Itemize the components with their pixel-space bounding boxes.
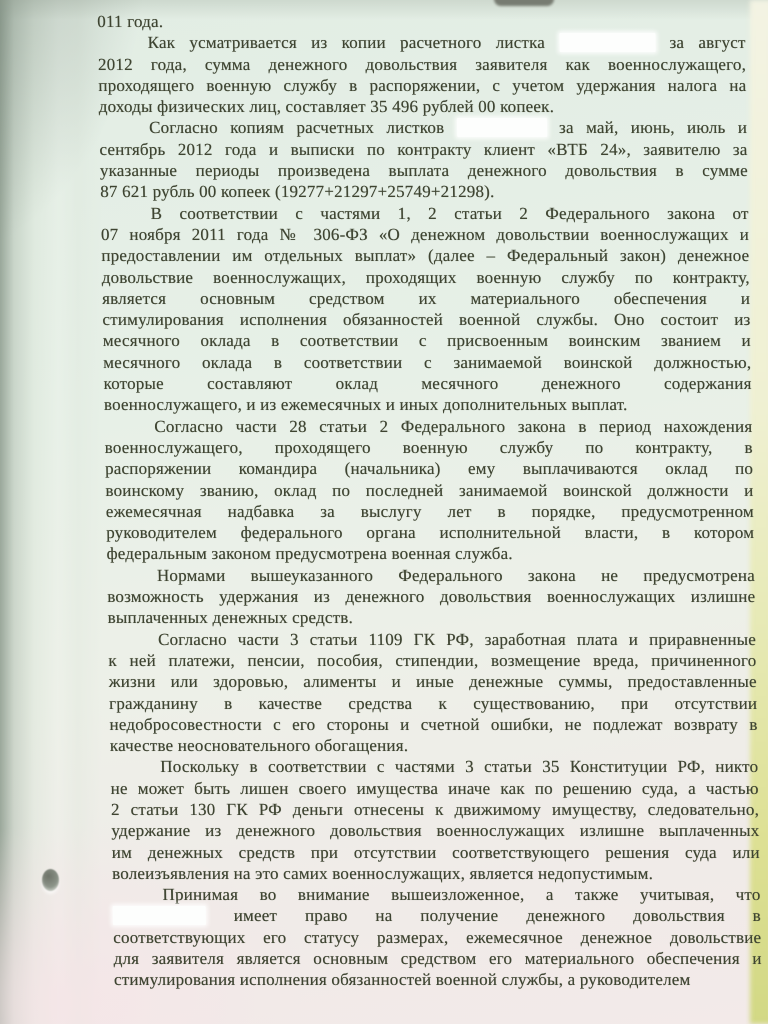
text-segment: месячного оклада в соответствии с занимаемой воинской должностью, (102, 352, 752, 372)
text-line (109, 671, 757, 692)
document-text (97, 11, 762, 991)
text-line (107, 586, 755, 607)
text-line (111, 799, 759, 820)
text-line (98, 96, 746, 117)
text-line (114, 969, 762, 990)
text-segment: гражданину в качестве средства к существованию, при отсутствии (108, 693, 758, 713)
text-segment: указанные периоды произведена выплата денежного довольствия в сумме (99, 161, 748, 181)
text-segment: 07 ноября 2011 года № 306-ФЗ «О денежном довольствии военнослужащих и (100, 224, 750, 244)
redaction-box (456, 118, 546, 137)
text-line (110, 735, 758, 756)
text-line (106, 522, 754, 543)
text-line (99, 117, 747, 138)
text-line (107, 565, 755, 586)
text-segment: доходы физических лиц, составляет 35 496 рублей 00 копеек. (98, 97, 555, 117)
text-segment: сентябрь 2012 года и выписки по контракту клиент «ВТБ 24», заявителю за (99, 139, 748, 159)
text-segment: военнослужащего, и из ежемесячных и иных дополнительных выплат. (103, 395, 628, 415)
text-segment: удержание из денежного довольствия военнослужащих излишне выплаченных (111, 821, 760, 841)
text-line (111, 842, 759, 863)
text-segment: возможность удержания из денежного довольствия военнослужащих излишне (107, 587, 756, 607)
text-segment: Согласно части 28 статьи 2 Федерального закона в период нахождения (154, 416, 753, 436)
text-line (101, 267, 749, 288)
text-line (102, 309, 750, 330)
text-line (113, 927, 761, 948)
background-object-sliver (494, 0, 554, 6)
text-segment: стимулирования исполнения обязанностей военной службы, а руководителем (113, 970, 691, 990)
text-line (108, 650, 756, 671)
text-line (111, 820, 759, 841)
text-line (102, 288, 750, 309)
text-segment: военнослужащего, проходящего военную службу по контракту, в (104, 437, 753, 457)
text-segment: соответствующих его статусу размерах, ежемесячное денежное довольствие (113, 927, 762, 947)
text-segment: является основным средством их материального обеспечения и (101, 288, 751, 308)
text-segment: для заявителя является основным средством его материального обеспечения и (113, 949, 762, 969)
text-segment: 011 года. (97, 12, 164, 31)
text-line (100, 181, 748, 202)
text-segment: жизни или здоровью, алименты и иные денежные суммы, предоставленные (108, 672, 757, 692)
text-line (97, 11, 745, 32)
text-line (113, 948, 761, 969)
text-segment: распоряжении командира (начальника) ему выплачиваются оклад по (104, 459, 754, 479)
text-segment: стимулирования исполнения обязанностей военной службы. Оно состоит из (102, 310, 751, 330)
text-segment: довольствие военнослужащих, проходящих военную службу по контракту, (101, 267, 750, 287)
text-segment: Согласно части 3 статьи 1109 ГК РФ, заработная плата и приравненные (157, 629, 757, 649)
text-line (100, 203, 748, 224)
text-segment: за май, июнь, июль и (558, 118, 748, 138)
text-segment: 87 621 рубль 00 копеек (19277+21297+25749+21298). (99, 182, 495, 202)
text-line (106, 543, 754, 564)
text-segment: Как усматривается из копии расчетного листка (147, 33, 546, 53)
text-segment: им денежных средств при отсутствии соответствующего решения суда или (111, 842, 760, 862)
text-line (101, 245, 749, 266)
text-line (110, 756, 758, 777)
text-segment: Согласно копиям расчетных листков (148, 118, 445, 138)
text-line (112, 884, 760, 905)
text-line (104, 416, 752, 437)
text-line (106, 501, 754, 522)
text-segment: ежемесячная надбавка за выслугу лет в порядке, предусмотренном (105, 501, 754, 521)
text-line (109, 693, 757, 714)
text-line (100, 160, 748, 181)
text-segment: руководителем федерального органа исполнительной власти, в котором (105, 523, 755, 543)
text-line (113, 905, 761, 926)
text-segment: федеральным законом предусмотрена военная служба. (106, 544, 513, 564)
text-line (101, 224, 749, 245)
text-line (98, 75, 746, 96)
text-segment: проходящего военную службу в распоряжении, с учетом удержания налога на (98, 75, 747, 95)
text-line (105, 480, 753, 501)
text-segment: недобросовестности с его стороны и счетной ошибки, не подлежат возврату в (109, 714, 758, 734)
text-line (98, 54, 746, 75)
text-segment: 2 статьи 130 ГК РФ деньги отнесены к движимому имуществу, следовательно, (110, 799, 760, 819)
text-segment: которые составляют оклад месячного денежного содержания (103, 374, 752, 394)
text-line (108, 629, 756, 650)
text-segment: Принимая во внимание вышеизложенное, а также учитывая, что (162, 885, 761, 905)
text-segment: имеет право на получение денежного довольствия в (233, 906, 761, 926)
text-segment: предоставлении им отдельных выплат» (далее – Федеральный закон) денежное (101, 246, 750, 266)
text-segment: за август (669, 33, 746, 53)
text-segment: месячного оклада в соответствии с присвоенным воинским званием и (102, 331, 751, 351)
text-segment: Поскольку в соответствии с частями 3 статьи 35 Конституции РФ, никто (160, 757, 759, 777)
text-segment: к ней платежи, пенсии, пособия, стипендии, возмещение вреда, причиненного (108, 650, 757, 670)
text-line (107, 607, 755, 628)
text-segment: выплаченных денежных средств. (107, 608, 354, 628)
redaction-box (559, 33, 655, 52)
punch-hole (42, 869, 59, 891)
text-line (103, 330, 751, 351)
text-segment: В соответствии с частями 1, 2 статьи 2 Федерального закона от (150, 203, 749, 223)
text-line (105, 458, 753, 479)
text-segment: качестве неосновательного обогащения. (109, 736, 409, 756)
redaction-box (113, 906, 206, 925)
text-line (112, 863, 760, 884)
text-segment: волеизъявления на это самих военнослужащих, является недопустимым. (111, 863, 654, 883)
text-line (104, 394, 752, 415)
text-line (110, 778, 758, 799)
text-line (103, 352, 751, 373)
text-line (109, 714, 757, 735)
text-segment: 2012 года, сумма денежного довольствия заявителя как военнослужащего, (97, 54, 747, 74)
text-line (97, 32, 745, 53)
text-segment: Нормами вышеуказанного Федерального закона не предусмотрена (156, 565, 756, 585)
text-line (103, 373, 751, 394)
text-segment: воинскому званию, оклад по последней занимаемой воинской должности и (105, 480, 754, 500)
text-line (99, 139, 747, 160)
text-line (104, 437, 752, 458)
text-segment: не может быть лишен своего имущества иначе как по решению суда, а частью (110, 778, 759, 798)
